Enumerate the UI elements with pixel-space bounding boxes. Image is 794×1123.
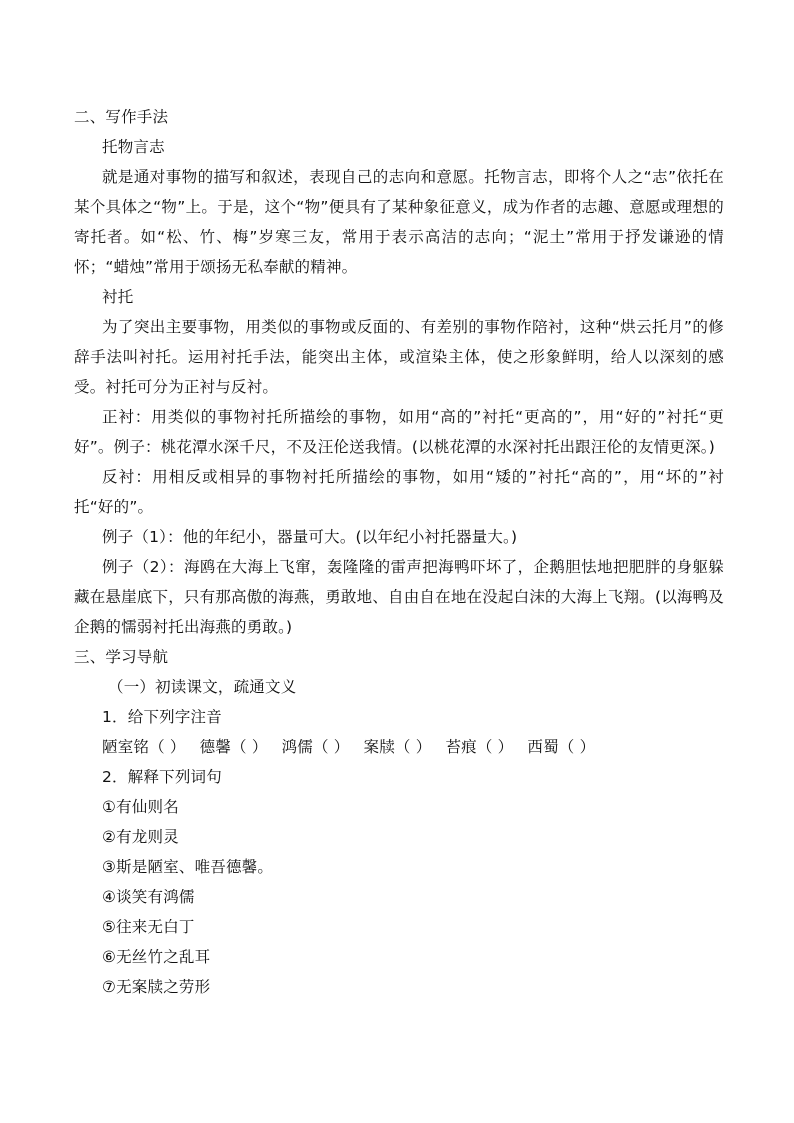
phonetic-item: 苔痕（ ） <box>445 738 514 756</box>
paragraph-chentuo: 为了突出主要事物，用类似的事物或反面的、有差别的事物作陪衬，这种“烘云托月”的修辞手法叫衬托。运用衬托手法，能突出主体，或渲染主体，使之形象鲜明，给人以深刻的感受。衬托可分为正衬与反衬。 <box>74 318 724 396</box>
phrase-item: ②有龙则灵 <box>102 828 179 846</box>
subheading-chentuo: 衬托 <box>102 288 134 306</box>
phonetic-list <box>74 732 724 762</box>
document-content <box>74 102 724 1002</box>
subheading-tuowu-yanzhi: 托物言志 <box>102 138 165 156</box>
phrase-item: ③斯是陋室、唯吾德馨。 <box>102 858 274 876</box>
phrase-item: ⑤往来无白丁 <box>102 918 195 936</box>
paragraph-fanchen: 反衬：用相反或相异的事物衬托所描绘的事物，如用“矮的”衬托“高的”，用“坏的”衬托“好的”。 <box>74 468 724 516</box>
phrase-item: ⑥无丝竹之乱耳 <box>102 948 211 966</box>
phrase-item: ④谈笑有鸿儒 <box>102 888 195 906</box>
phonetic-item: 西蜀（ ） <box>527 738 596 756</box>
question-2-title: 2．解释下列词句 <box>102 768 222 786</box>
section-heading-writing-techniques: 二、写作手法 <box>74 108 169 126</box>
phrase-item: ①有仙则名 <box>102 798 179 816</box>
paragraph-zhengchen: 正衬：用类似的事物衬托所描绘的事物，如用“高的”衬托“更高的”，用“好的”衬托“更好”。例子：桃花潭水深千尺，不及汪伦送我情。(以桃花潭的水深衬托出跟汪伦的友情更深。) <box>74 408 724 456</box>
phonetic-item: 陋室铭（ ） <box>102 738 186 756</box>
phonetic-item: 案牍（ ） <box>363 738 432 756</box>
section-heading-study-guide: 三、学习导航 <box>74 648 169 666</box>
phonetic-item: 鸿儒（ ） <box>281 738 350 756</box>
phrase-item: ⑦无案牍之劳形 <box>102 978 211 996</box>
phonetic-item: 德馨（ ） <box>199 738 268 756</box>
question-1-title: 1．给下列字注音 <box>102 708 222 726</box>
paragraph-example-2: 例子（2）：海鸥在大海上飞窜，轰隆隆的雷声把海鸭吓坏了，企鹅胆怯地把肥胖的身躯躲藏在悬崖底下，只有那高傲的海燕，勇敢地、自由自在地在没起白沫的大海上飞翔。(以海鸭及企鹅的懦弱衬托出海燕的勇敢。) <box>74 558 724 636</box>
subheading-first-reading: （一）初读课文，疏通文义 <box>108 678 297 696</box>
paragraph-tuowu-yanzhi: 就是通对事物的描写和叙述，表现自己的志向和意愿。托物言志，即将个人之“志”依托在某个具体之“物”上。于是，这个“物”便具有了某种象征意义，成为作者的志趣、意愿或理想的寄托者。如“松、竹、梅”岁寒三友，常用于表示高洁的志向；“泥土”常用于抒发谦逊的情怀；“蜡烛”常用于颂扬无私奉献的精神。 <box>74 168 724 276</box>
paragraph-example-1: 例子（1）：他的年纪小，器量可大。(以年纪小衬托器量大。) <box>102 528 518 546</box>
